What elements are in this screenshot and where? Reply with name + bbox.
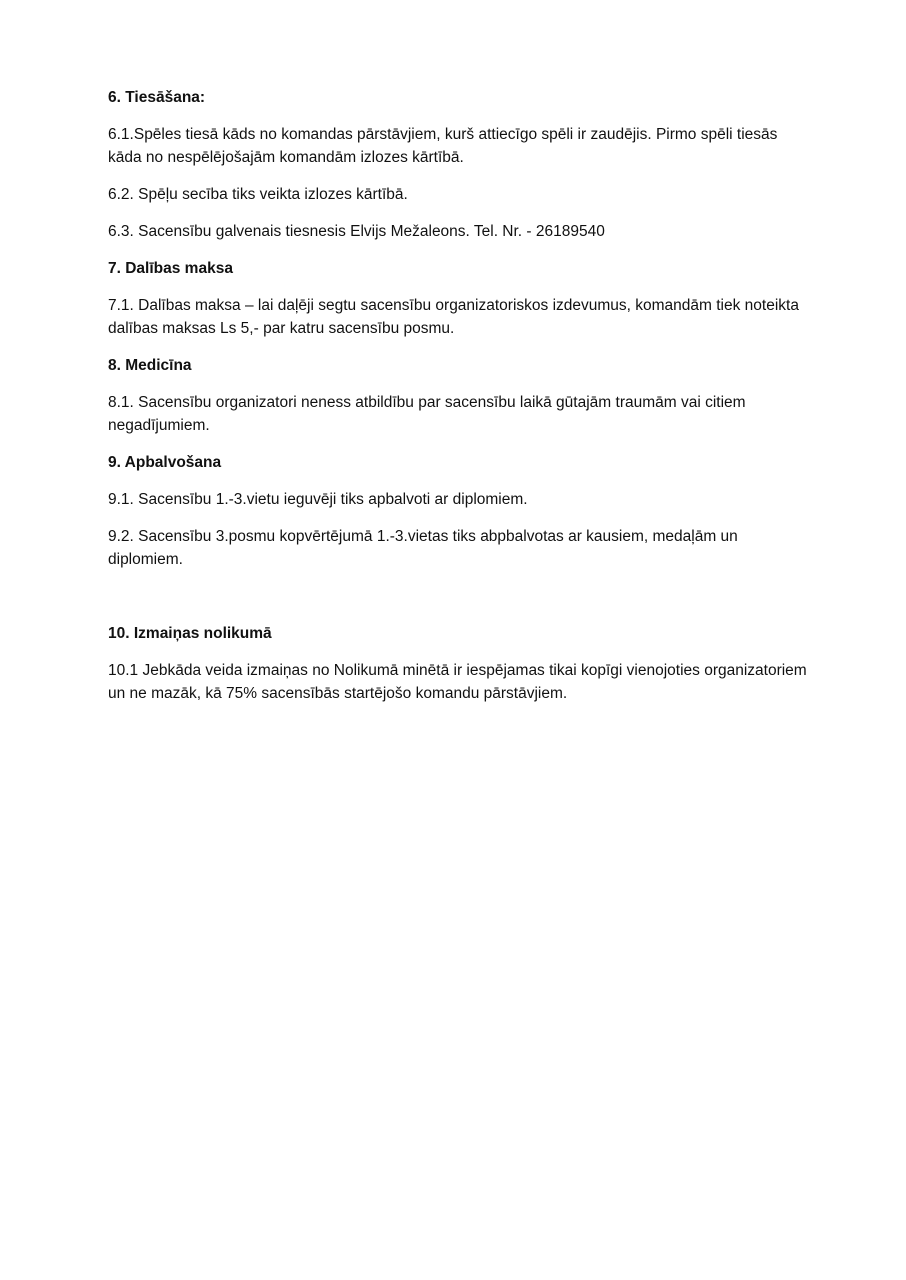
section-heading: 10. Izmaiņas nolikumā [108,625,272,642]
section-tiesasana [108,86,808,243]
section-medicina [108,354,808,437]
section-heading: 7. Dalības maksa [108,260,233,277]
paragraph: 9.1. Sacensību 1.-3.vietu ieguvēji tiks apbalvoti ar diplomiem. [108,491,528,508]
section-spacer [108,585,808,622]
paragraph: 6.3. Sacensību galvenais tiesnesis Elvijs Mežaleons. Tel. Nr. - 26189540 [108,223,605,240]
paragraph: 6.1.Spēles tiesā kāds no komandas pārstāvjiem, kurš attiecīgo spēli ir zaudējis. Pirmo spēli tiesās kāda no nespēlējošajām komandām izlozes kārtībā. [108,126,778,166]
paragraph: 7.1. Dalības maksa – lai daļēji segtu sacensību organizatoriskos izdevumus, komandām tiek noteikta dalības maksas Ls 5,- par katru sacensību posmu. [108,297,799,337]
section-dalibas-maksa [108,257,808,340]
paragraph: 10.1 Jebkāda veida izmaiņas no Nolikumā minētā ir iespējamas tikai kopīgi vienojoties organizatoriem un ne mazāk, kā 75% sacensībās startējošo komandu pārstāvjiem. [108,662,807,702]
section-heading: 8. Medicīna [108,357,192,374]
paragraph: 8.1. Sacensību organizatori neness atbildību par sacensību laikā gūtajām traumām vai citiem negadījumiem. [108,394,746,434]
section-izmainas [108,622,808,705]
section-apbalvosana [108,451,808,571]
section-heading: 9. Apbalvošana [108,454,222,471]
paragraph: 9.2. Sacensību 3.posmu kopvērtējumā 1.-3.vietas tiks abpbalvotas ar kausiem, medaļām un diplomiem. [108,528,738,568]
section-heading: 6. Tiesāšana: [108,89,206,106]
paragraph: 6.2. Spēļu secība tiks veikta izlozes kārtībā. [108,186,408,203]
document-body [108,86,808,719]
